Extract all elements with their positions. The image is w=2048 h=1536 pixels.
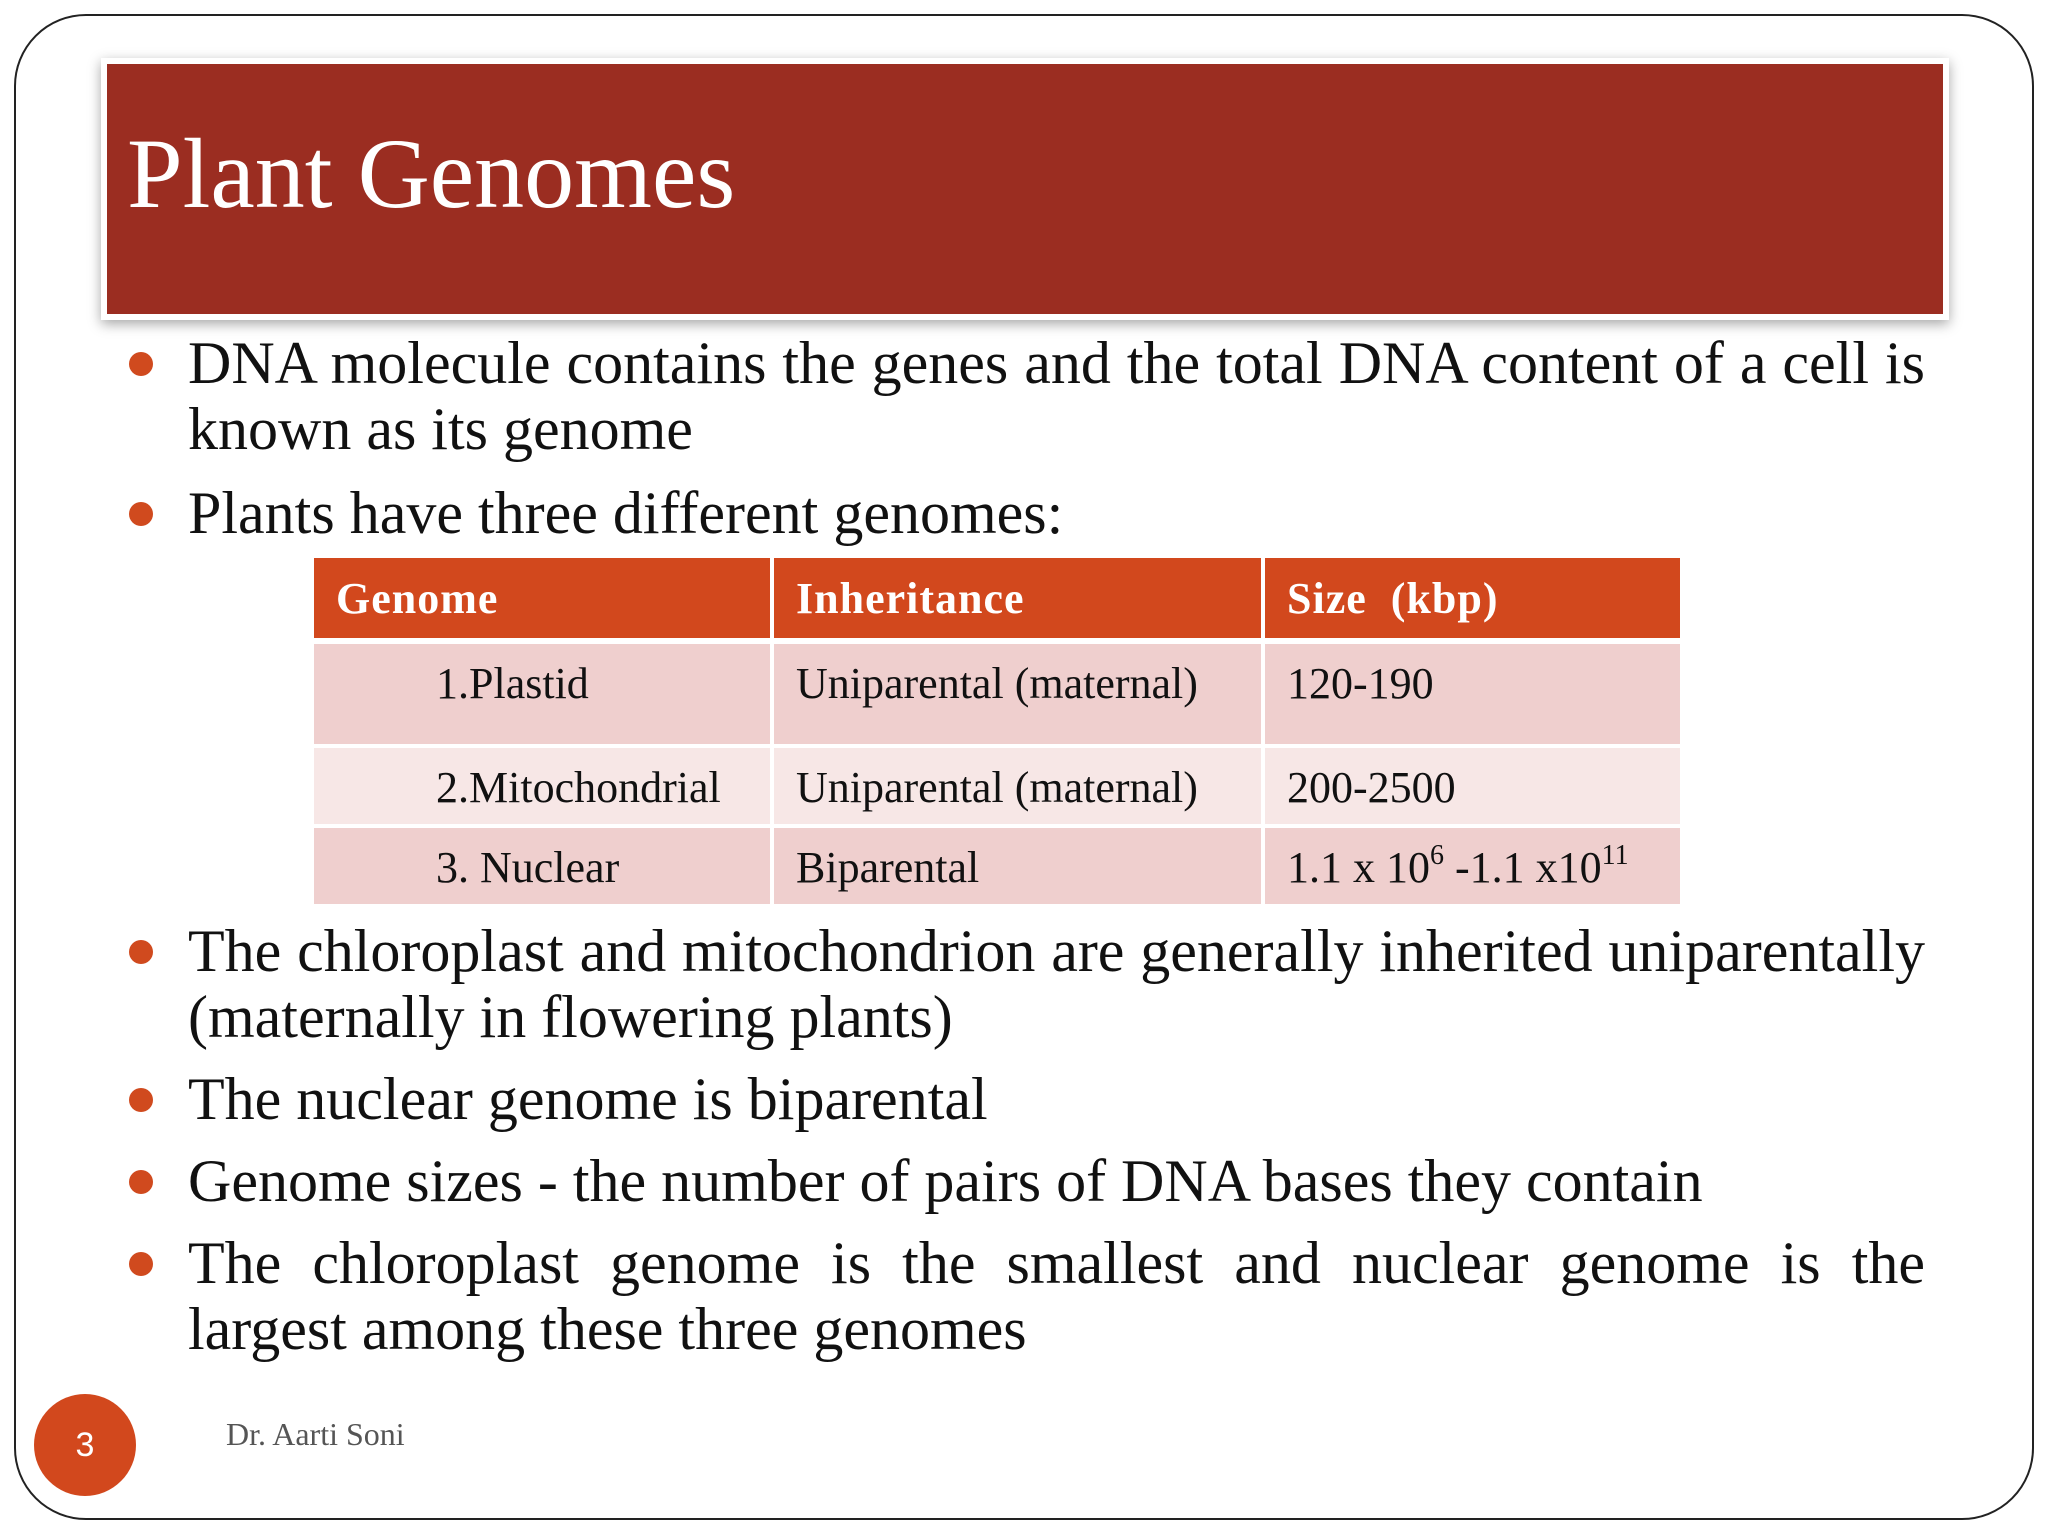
table-header-row (314, 558, 1680, 641)
bullet-item (125, 480, 1925, 546)
author-footer: Dr. Aarti Soni (226, 1416, 405, 1452)
size-exponent: 6 (1430, 840, 1444, 871)
bullet-list-top (125, 330, 1925, 546)
cell-inheritance: Uniparental (maternal) (772, 746, 1263, 826)
bullet-item (125, 918, 1925, 1050)
bullet-text: The nuclear genome is biparental (188, 1066, 988, 1132)
cell-genome: 1.Plastid (314, 641, 772, 746)
bullet-item (125, 1148, 1925, 1214)
size-mid: -1.1 x10 (1444, 843, 1602, 892)
cell-size: 120-190 (1263, 641, 1680, 746)
cell-genome: 2.Mitochondrial (314, 746, 772, 826)
size-base: 1.1 x 10 (1287, 843, 1430, 892)
bullet-dot-icon (129, 1088, 153, 1112)
bullet-text: Genome sizes - the number of pairs of DNA bases they contain (188, 1148, 1703, 1214)
bullet-text: The chloroplast genome is the smallest and nuclear genome is the largest among these three genomes (188, 1230, 1925, 1362)
table-row (314, 746, 1680, 826)
bullet-text: DNA molecule contains the genes and the total DNA content of a cell is known as its genome (188, 330, 1925, 462)
size-exponent: 11 (1601, 840, 1629, 871)
table-row (314, 826, 1680, 906)
bullet-dot-icon (129, 352, 153, 376)
bullet-dot-icon (129, 1252, 153, 1276)
bullet-list-bottom (125, 918, 1925, 1378)
title-bar (107, 64, 1943, 314)
header-size: Size (kbp) (1263, 558, 1680, 641)
genome-table (314, 558, 1680, 908)
bullet-text: Plants have three different genomes: (188, 480, 1064, 546)
cell-genome: 3. Nuclear (314, 826, 772, 906)
bullet-item (125, 1066, 1925, 1132)
header-inheritance: Inheritance (772, 558, 1263, 641)
bullet-dot-icon (129, 940, 153, 964)
page-number-badge: 3 (34, 1394, 136, 1496)
header-genome: Genome (314, 558, 772, 641)
bullet-dot-icon (129, 1170, 153, 1194)
slide-title: Plant Genomes (127, 118, 736, 229)
bullet-item (125, 1230, 1925, 1362)
cell-inheritance: Biparental (772, 826, 1263, 906)
bullet-dot-icon (129, 502, 153, 526)
bullet-text: The chloroplast and mitochondrion are generally inherited uniparentally (maternally in flowering plants) (188, 918, 1925, 1050)
cell-inheritance: Uniparental (maternal) (772, 641, 1263, 746)
bullet-item (125, 330, 1925, 462)
genome-table-container (314, 558, 1680, 908)
table-row (314, 641, 1680, 746)
cell-size (1263, 826, 1680, 906)
cell-size: 200-2500 (1263, 746, 1680, 826)
